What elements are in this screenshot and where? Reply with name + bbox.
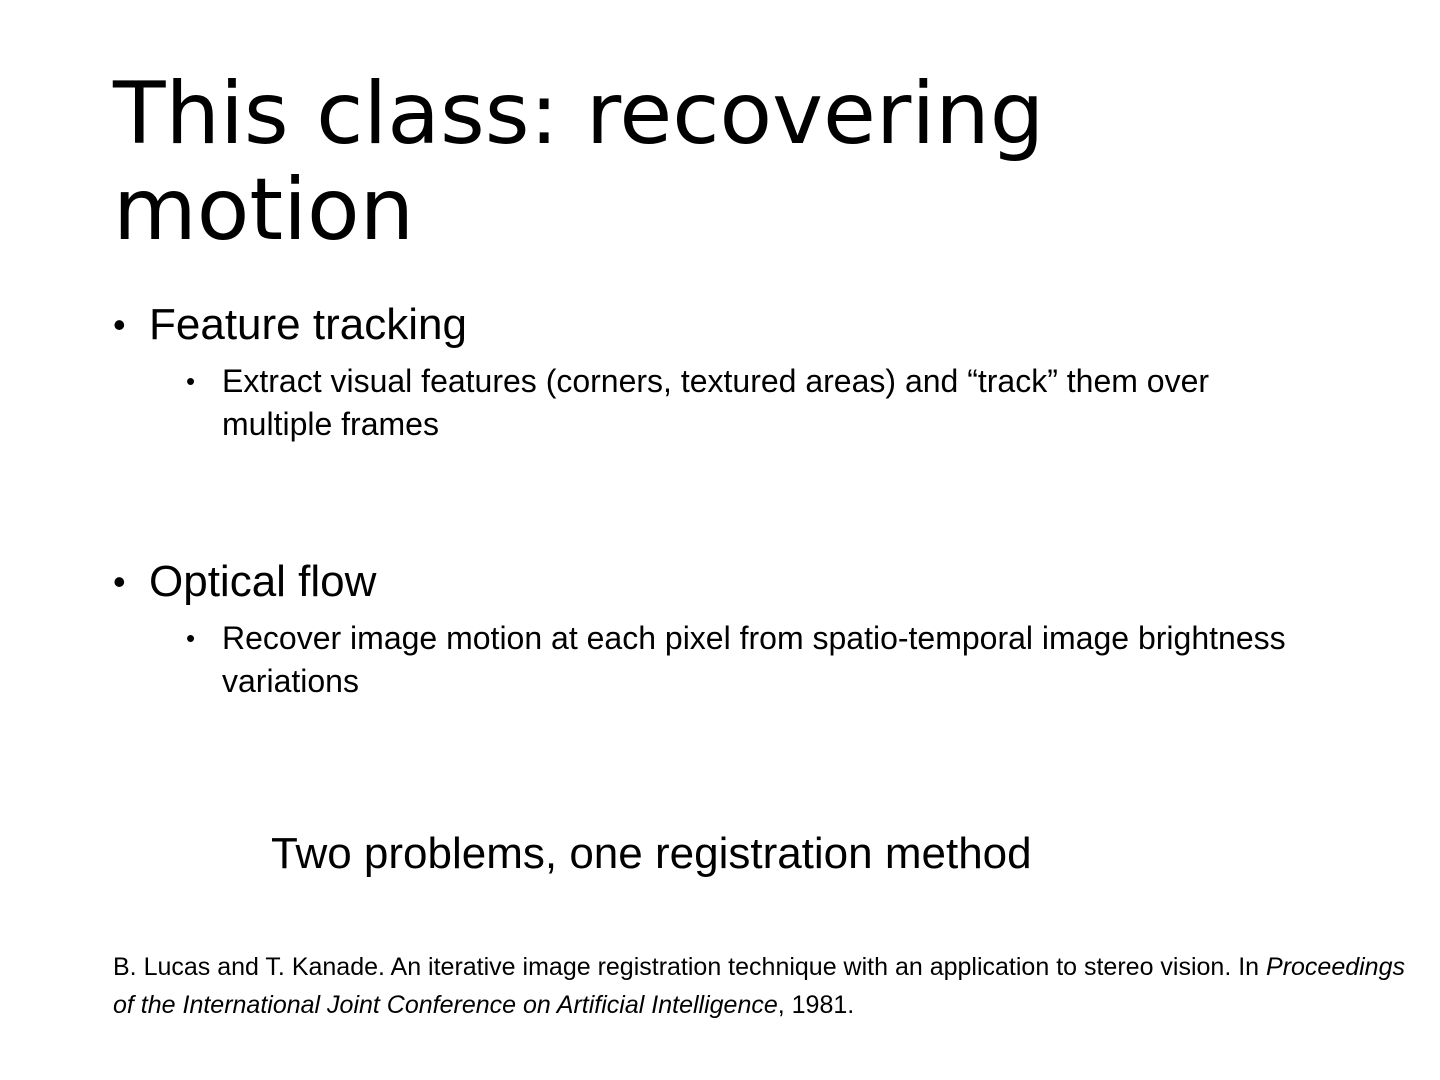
bullet-dot-icon: • [113, 561, 126, 602]
bullet-dot-icon: • [186, 623, 196, 653]
citation-venue: Proceedings of the International Joint Conference on Artificial Intelligence [113, 953, 1405, 1019]
bullet-detail: Recover image motion at each pixel from spatio-temporal image brightness variations [222, 620, 1286, 699]
slide-title: This class: recovering motion [113, 64, 1045, 260]
citation-suffix: , 1981. [777, 991, 855, 1019]
bullet-dot-icon: • [186, 366, 196, 396]
center-note: Two problems, one registration method [271, 829, 1032, 878]
bullet-level1 [113, 298, 1333, 352]
citation-prefix: B. Lucas and T. Kanade. An iterative image registration technique with an application to stereo vision. In [113, 953, 1267, 981]
bullet-heading: Feature tracking [149, 300, 467, 349]
bullet-dot-icon: • [113, 304, 126, 345]
bullet-detail: Extract visual features (corners, textured areas) and “track” them over multiple frames [222, 363, 1210, 442]
section-feature-tracking [113, 298, 1333, 446]
citation [113, 948, 1413, 1024]
bullet-level2 [186, 617, 1302, 703]
bullet-level2 [186, 360, 1302, 446]
section-optical-flow [113, 555, 1333, 703]
bullet-level1 [113, 555, 1333, 609]
bullet-heading: Optical flow [149, 557, 377, 606]
